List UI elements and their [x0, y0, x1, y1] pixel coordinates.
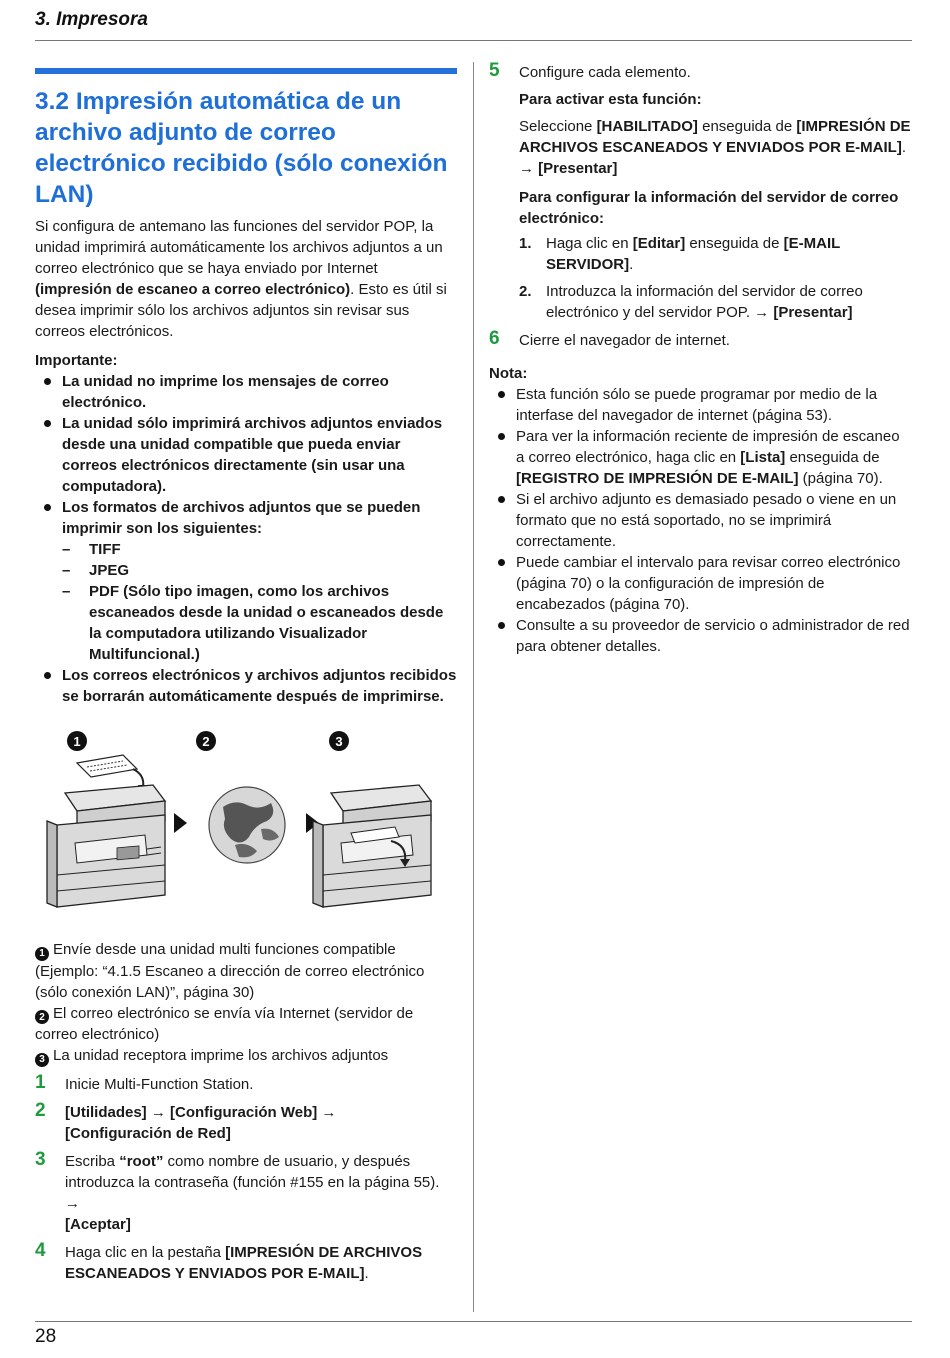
- multifunction-unit-sender-icon: [47, 785, 165, 907]
- arrow-icon: →: [754, 304, 770, 321]
- importante-label: Importante:: [35, 352, 118, 369]
- step-1: 1 Inicie Multi-Function Station.: [35, 1071, 254, 1093]
- intro-text-2: . Esto es útil si desea imprimir sólo los archivos adjuntos sin revisar sus correos electrónicos.: [35, 281, 447, 340]
- step-4: 4 Haga clic en la pestaña [IMPRESIÓN DE ARCHIVOS ESCANEADOS Y ENVIADOS POR E-MAIL].: [35, 1239, 423, 1282]
- arrow-icon: →: [321, 1103, 337, 1121]
- step-number: 5: [489, 60, 500, 81]
- caption-2: 2 El correo electrónico se envía vía Internet (servidor de correo electrónico): [35, 1004, 414, 1043]
- list-item: Los correos electrónicos y archivos adjuntos recibidos se borrarán automáticamente después de imprimirse.: [35, 665, 457, 707]
- arrow-icon: →: [150, 1103, 166, 1121]
- nota-list: [489, 384, 912, 657]
- format-item: – TIFF: [62, 539, 457, 560]
- page-number: 28: [35, 1326, 57, 1347]
- globe-icon: [209, 787, 285, 863]
- multifunction-unit-receiver-icon: [313, 785, 431, 907]
- list-item: La unidad no imprime los mensajes de correo electrónico.: [35, 371, 457, 413]
- section-bar: [35, 68, 457, 74]
- arrow-icon: →: [65, 1194, 80, 1212]
- importante-list: [35, 371, 457, 707]
- marker-3-small: 3: [35, 1053, 49, 1067]
- column-divider: [473, 62, 474, 1312]
- running-header: 3. Impresora: [35, 9, 148, 30]
- marker-1: 1: [67, 731, 87, 751]
- step-5-details: [489, 89, 912, 323]
- activar-text: Seleccione [HABILITADO] enseguida de [IMPRESIÓN DE ARCHIVOS ESCANEADOS Y ENVIADOS POR E-MAIL]. → [Presentar]: [519, 118, 911, 177]
- list-item: Para ver la información reciente de impresión de escaneo a correo electrónico, haga clic en [Lista] enseguida de [REGISTRO DE IMPRESIÓN DE E-MAIL] (página 70).: [489, 426, 912, 489]
- nota-label: Nota:: [489, 365, 528, 382]
- footer-rule: [35, 1321, 912, 1322]
- section-title: 3.2 Impresión automática de un archivo adjunto de correo electrónico recibido (sólo conexión LAN): [35, 88, 448, 208]
- step-number: 1: [35, 1071, 46, 1093]
- step-number: 4: [35, 1239, 46, 1261]
- config-steps: [519, 233, 912, 323]
- marker-2: 2: [196, 731, 216, 751]
- formats-intro: Los formatos de archivos adjuntos que se pueden imprimir son los siguientes:: [62, 499, 421, 537]
- intro-text-1: Si configura de antemano las funciones del servidor POP, la unidad imprimirá automáticamente los archivos adjuntos a un correo electrónico que se haya enviado por Internet: [35, 218, 443, 277]
- header-rule: [35, 40, 912, 41]
- format-item: – PDF (Sólo tipo imagen, como los archivos escaneados desde la unidad o escaneados desde la computadora utilizando Visualizador Multifuncional.): [62, 581, 457, 665]
- formats-list: [62, 539, 457, 665]
- step-number: 2: [35, 1099, 46, 1121]
- arrow-right-icon: [174, 813, 187, 833]
- caption-1: 1 Envíe desde una unidad multi funciones compatible (Ejemplo: “4.1.5 Escaneo a dirección de correo electrónico (sólo conexión LAN)”, página 30): [35, 941, 425, 1001]
- step-5: 5 Configure cada elemento.: [489, 60, 691, 81]
- activar-label: Para activar esta función:: [519, 91, 702, 108]
- marker-2-small: 2: [35, 1010, 49, 1024]
- step-6: 6 Cierre el navegador de internet.: [489, 328, 730, 349]
- right-column: [489, 62, 912, 657]
- format-item: – JPEG: [62, 560, 457, 581]
- config-label: Para configurar la información del servidor de correo electrónico:: [519, 189, 899, 227]
- list-item: 2. Introduzca la información del servidor de correo electrónico y del servidor POP. → [Presentar]: [519, 283, 863, 321]
- intro-paragraph: [35, 216, 457, 342]
- step-3: 3 Escriba “root” como nombre de usuario, y después introduzca la contraseña (función #155 en la página 55). → [Aceptar]: [35, 1148, 440, 1233]
- marker-1-small: 1: [35, 947, 49, 961]
- arrow-icon: →: [519, 160, 534, 177]
- marker-3: 3: [329, 731, 349, 751]
- email-print-figure: [35, 725, 457, 915]
- left-column: [35, 68, 457, 1284]
- list-item: Puede cambiar el intervalo para revisar correo electrónico (página 70) o la configuración de impresión de encabezados (página 70).: [489, 552, 912, 615]
- list-item: La unidad sólo imprimirá archivos adjuntos enviados desde una unidad compatible que pueda enviar correos electrónicos directamente (sin usar una computadora).: [35, 413, 457, 497]
- list-item: Esta función sólo se puede programar por medio de la interfase del navegador de internet (página 53).: [489, 384, 912, 426]
- step-number: 3: [35, 1148, 46, 1170]
- caption-3: 3 La unidad receptora imprime los archivos adjuntos: [35, 1045, 457, 1067]
- list-item: 1. Haga clic en [Editar] enseguida de [E-MAIL SERVIDOR].: [519, 235, 841, 273]
- intro-text-bold: (impresión de escaneo a correo electrónico): [35, 281, 351, 298]
- list-item: Consulte a su proveedor de servicio o administrador de red para obtener detalles.: [489, 615, 912, 657]
- step-number: 6: [489, 328, 500, 349]
- figure-captions: [35, 939, 457, 1067]
- figure-illustration: [35, 725, 457, 915]
- list-item: Si el archivo adjunto es demasiado pesado o viene en un formato que no está soportado, no se imprimirá correctamente.: [489, 489, 912, 552]
- list-item: [35, 497, 457, 665]
- step-2: 2 [Utilidades] → [Configuración Web] → [Configuración de Red]: [35, 1099, 337, 1142]
